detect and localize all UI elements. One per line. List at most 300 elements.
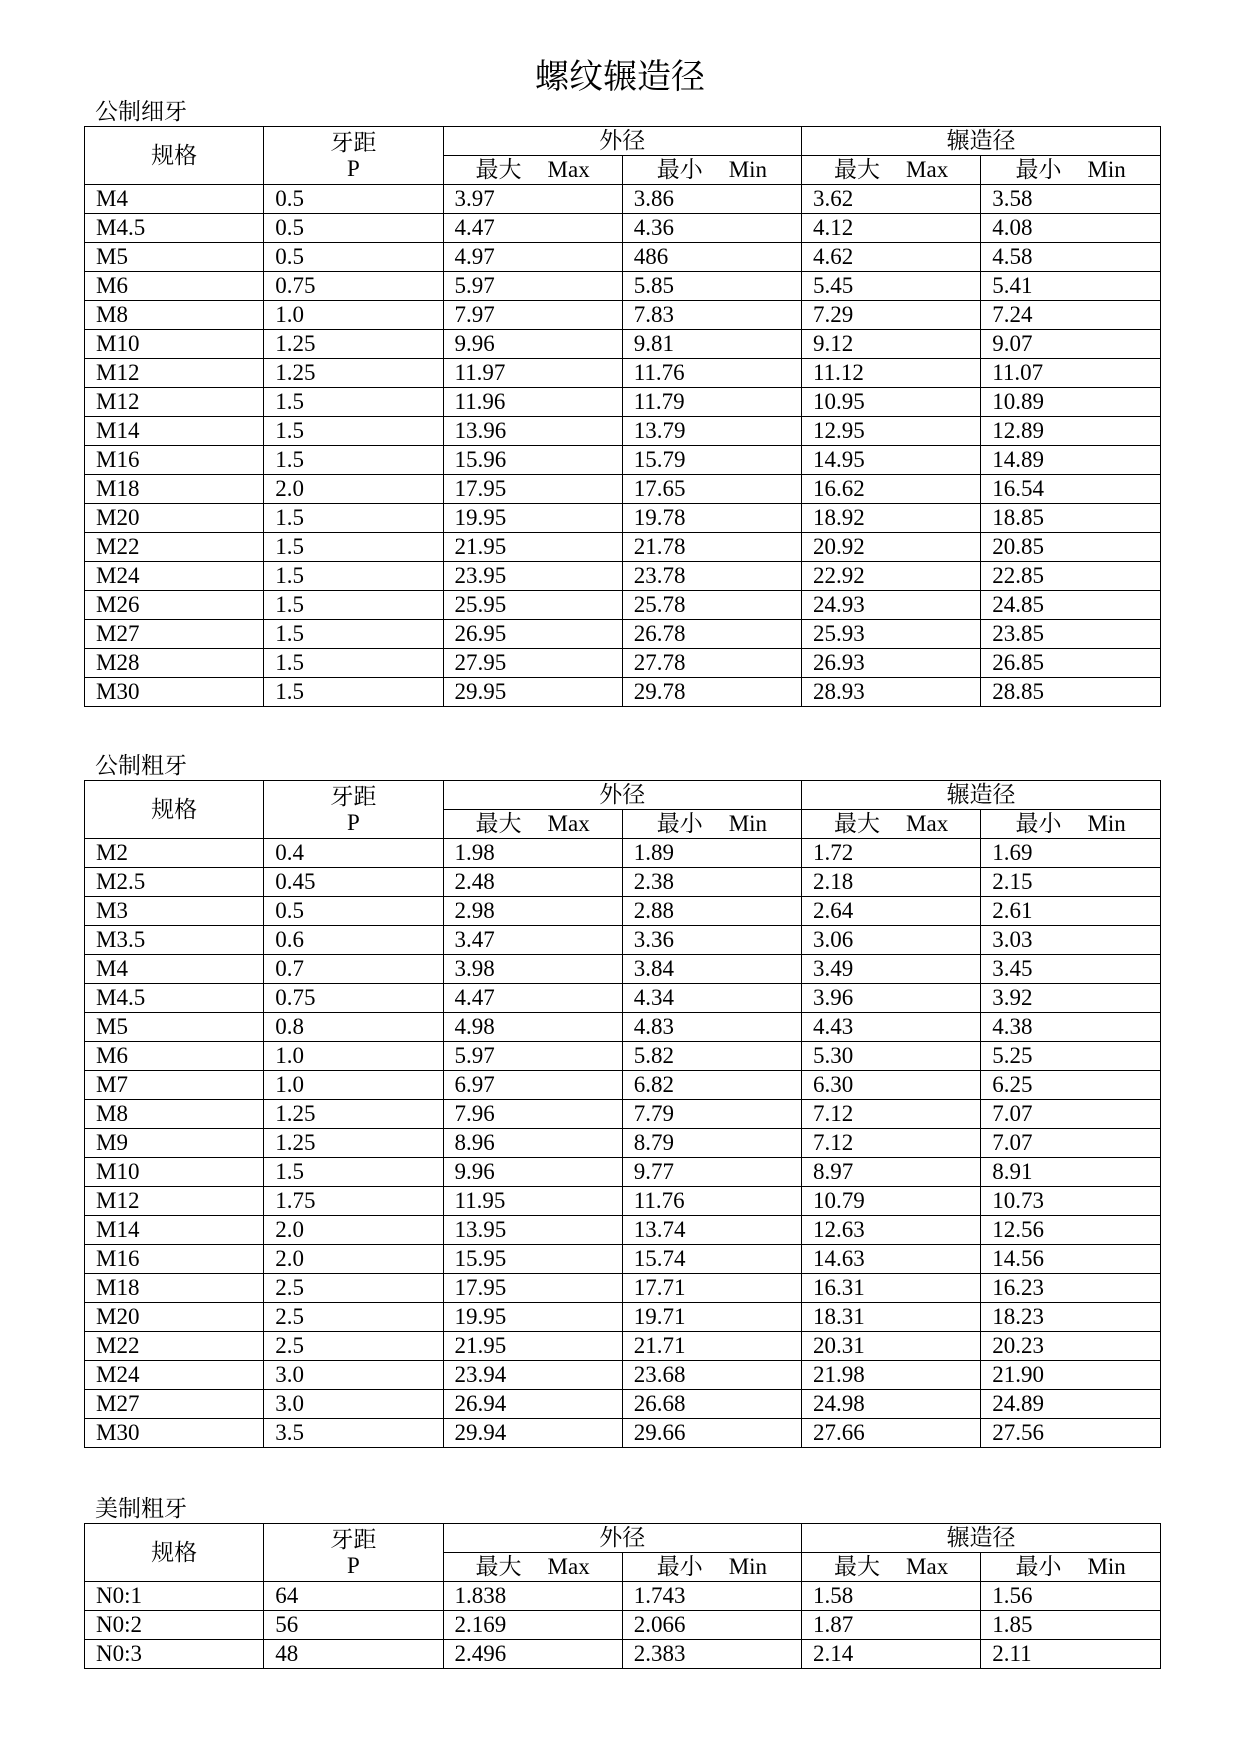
cell-rolling-max: 9.12 [802,330,981,359]
cell-rolling-max: 3.62 [802,185,981,214]
header-outer-max-cn: 最大 [475,1554,522,1579]
table-row [85,868,1161,897]
cell-rolling-max: 16.62 [802,475,981,504]
cell-rolling-max: 16.31 [802,1274,981,1303]
cell-rolling-min: 14.56 [981,1245,1161,1274]
header-outer-diameter: 外径 [443,127,802,156]
cell-spec: M3.5 [85,926,264,955]
table-row [85,1158,1161,1187]
cell-outer-min: 13.74 [622,1216,801,1245]
cell-outer-min: 5.85 [622,272,801,301]
cell-outer-max: 4.98 [443,1013,622,1042]
cell-pitch: 1.5 [264,678,443,707]
cell-rolling-min: 20.23 [981,1332,1161,1361]
cell-outer-min: 7.79 [622,1100,801,1129]
header-rolling-max-en: Max [906,811,949,836]
header-pitch-label: 牙距 [330,1526,377,1552]
header-outer-min-en: Min [728,157,768,182]
header-outer-diameter: 外径 [443,781,802,810]
header-rolling-max-cn: 最大 [834,157,881,182]
cell-spec: M20 [85,1303,264,1332]
cell-outer-min: 7.83 [622,301,801,330]
cell-rolling-min: 2.11 [981,1640,1161,1669]
cell-outer-min: 1.89 [622,839,801,868]
cell-spec: M27 [85,620,264,649]
cell-rolling-min: 7.07 [981,1129,1161,1158]
cell-rolling-min: 18.85 [981,504,1161,533]
cell-rolling-min: 2.15 [981,868,1161,897]
cell-spec: M12 [85,388,264,417]
cell-rolling-min: 2.61 [981,897,1161,926]
cell-outer-min: 19.78 [622,504,801,533]
cell-pitch: 1.5 [264,446,443,475]
table-row [85,272,1161,301]
header-outer-min-en: Min [728,1554,768,1579]
cell-rolling-min: 28.85 [981,678,1161,707]
header-outer-diameter: 外径 [443,1524,802,1553]
table-row [85,214,1161,243]
cell-rolling-min: 8.91 [981,1158,1161,1187]
cell-outer-max: 4.47 [443,214,622,243]
header-pitch-label: 牙距 [330,783,377,809]
cell-pitch: 3.5 [264,1419,443,1448]
cell-pitch: 0.75 [264,272,443,301]
section-label-us-coarse: 美制粗牙 [95,1496,187,1521]
cell-spec: M4 [85,955,264,984]
cell-rolling-max: 3.06 [802,926,981,955]
cell-outer-min: 13.79 [622,417,801,446]
cell-outer-min: 4.83 [622,1013,801,1042]
cell-outer-max: 1.838 [443,1582,622,1611]
header-outer-min [622,810,801,839]
cell-rolling-max: 2.14 [802,1640,981,1669]
cell-outer-min: 3.86 [622,185,801,214]
cell-rolling-min: 1.56 [981,1582,1161,1611]
header-spec: 规格 [85,781,264,839]
cell-outer-max: 23.94 [443,1361,622,1390]
header-pitch [264,127,443,185]
cell-rolling-min: 24.85 [981,591,1161,620]
cell-outer-min: 2.383 [622,1640,801,1669]
cell-outer-min: 3.84 [622,955,801,984]
cell-outer-max: 6.97 [443,1071,622,1100]
header-outer-min-en: Min [728,811,768,836]
header-outer-min-cn: 最小 [656,157,703,182]
header-rolling-min-cn: 最小 [1015,157,1062,182]
cell-spec: M14 [85,417,264,446]
cell-pitch: 1.5 [264,417,443,446]
header-rolling-min-en: Min [1087,1554,1126,1579]
cell-rolling-min: 5.25 [981,1042,1161,1071]
cell-spec: M20 [85,504,264,533]
cell-spec: M26 [85,591,264,620]
cell-pitch: 0.4 [264,839,443,868]
table-row [85,1216,1161,1245]
cell-pitch: 0.5 [264,897,443,926]
cell-outer-max: 8.96 [443,1129,622,1158]
cell-pitch: 2.5 [264,1303,443,1332]
header-rolling-max [802,156,981,185]
cell-outer-max: 17.95 [443,1274,622,1303]
table-row [85,1071,1161,1100]
cell-rolling-max: 1.72 [802,839,981,868]
cell-rolling-max: 1.58 [802,1582,981,1611]
table-row [85,359,1161,388]
table-row [85,649,1161,678]
cell-spec: M3 [85,897,264,926]
cell-rolling-min: 12.56 [981,1216,1161,1245]
cell-spec: M8 [85,301,264,330]
cell-pitch: 1.5 [264,620,443,649]
cell-pitch: 0.5 [264,214,443,243]
cell-spec: M10 [85,330,264,359]
header-outer-min-cn: 最小 [656,1554,703,1579]
cell-rolling-min: 23.85 [981,620,1161,649]
cell-outer-min: 8.79 [622,1129,801,1158]
cell-rolling-min: 4.08 [981,214,1161,243]
cell-spec: M22 [85,533,264,562]
cell-rolling-min: 1.85 [981,1611,1161,1640]
cell-outer-min: 2.38 [622,868,801,897]
cell-rolling-min: 12.89 [981,417,1161,446]
cell-pitch: 1.25 [264,359,443,388]
header-outer-max-cn: 最大 [475,811,522,836]
cell-rolling-min: 22.85 [981,562,1161,591]
cell-rolling-max: 5.45 [802,272,981,301]
cell-spec: M27 [85,1390,264,1419]
table-row [85,388,1161,417]
table-row [85,1042,1161,1071]
header-pitch-symbol: P [346,809,360,835]
table-row [85,1361,1161,1390]
cell-rolling-max: 25.93 [802,620,981,649]
cell-outer-max: 5.97 [443,1042,622,1071]
cell-rolling-min: 6.25 [981,1071,1161,1100]
cell-spec: M18 [85,475,264,504]
cell-pitch: 64 [264,1582,443,1611]
cell-spec: M24 [85,1361,264,1390]
header-spec: 规格 [85,1524,264,1582]
cell-rolling-min: 24.89 [981,1390,1161,1419]
table-row [85,1419,1161,1448]
cell-rolling-min: 3.03 [981,926,1161,955]
cell-outer-max: 7.96 [443,1100,622,1129]
table-row [85,1245,1161,1274]
header-outer-max-en: Max [547,157,590,182]
header-rolling-diameter: 辗造径 [802,1524,1161,1553]
cell-rolling-max: 1.87 [802,1611,981,1640]
table-row [85,533,1161,562]
header-outer-min-cn: 最小 [656,811,703,836]
cell-rolling-max: 2.64 [802,897,981,926]
metric-coarse-table [84,780,1161,1448]
cell-spec: M5 [85,243,264,272]
cell-outer-max: 21.95 [443,533,622,562]
cell-spec: N0:1 [85,1582,264,1611]
table-row [85,926,1161,955]
header-rolling-diameter: 辗造径 [802,127,1161,156]
cell-outer-max: 26.94 [443,1390,622,1419]
cell-rolling-max: 10.79 [802,1187,981,1216]
header-outer-max-cn: 最大 [475,157,522,182]
cell-rolling-max: 26.93 [802,649,981,678]
cell-outer-max: 4.97 [443,243,622,272]
cell-outer-min: 26.78 [622,620,801,649]
cell-spec: M28 [85,649,264,678]
cell-outer-max: 19.95 [443,504,622,533]
cell-outer-min: 2.066 [622,1611,801,1640]
cell-rolling-min: 3.58 [981,185,1161,214]
cell-pitch: 2.0 [264,475,443,504]
table-row [85,678,1161,707]
header-outer-max [443,810,622,839]
cell-spec: N0:3 [85,1640,264,1669]
cell-rolling-max: 11.12 [802,359,981,388]
header-pitch [264,1524,443,1582]
cell-outer-max: 29.94 [443,1419,622,1448]
table-row [85,301,1161,330]
cell-outer-max: 7.97 [443,301,622,330]
table-row [85,839,1161,868]
us-coarse-table [84,1523,1161,1669]
cell-spec: M22 [85,1332,264,1361]
header-pitch-symbol: P [346,1552,360,1578]
cell-rolling-min: 26.85 [981,649,1161,678]
cell-outer-max: 15.95 [443,1245,622,1274]
table-row [85,562,1161,591]
cell-spec: M24 [85,562,264,591]
header-outer-max-en: Max [547,1554,590,1579]
table-row [85,1187,1161,1216]
cell-rolling-min: 21.90 [981,1361,1161,1390]
cell-rolling-max: 14.63 [802,1245,981,1274]
cell-outer-max: 11.95 [443,1187,622,1216]
cell-outer-min: 486 [622,243,801,272]
header-rolling-max-cn: 最大 [834,811,881,836]
header-outer-max [443,156,622,185]
cell-rolling-max: 3.96 [802,984,981,1013]
cell-rolling-min: 14.89 [981,446,1161,475]
table-row [85,984,1161,1013]
header-rolling-max [802,1553,981,1582]
cell-rolling-max: 18.31 [802,1303,981,1332]
cell-outer-max: 19.95 [443,1303,622,1332]
table-row [85,1129,1161,1158]
cell-rolling-min: 9.07 [981,330,1161,359]
header-pitch [264,781,443,839]
cell-pitch: 0.6 [264,926,443,955]
cell-outer-max: 17.95 [443,475,622,504]
cell-spec: M16 [85,1245,264,1274]
cell-outer-max: 11.97 [443,359,622,388]
cell-rolling-max: 8.97 [802,1158,981,1187]
cell-rolling-max: 27.66 [802,1419,981,1448]
table-row [85,1100,1161,1129]
cell-pitch: 0.45 [264,868,443,897]
table-row [85,1274,1161,1303]
table-row [85,1013,1161,1042]
header-rolling-max-cn: 最大 [834,1554,881,1579]
cell-rolling-max: 24.98 [802,1390,981,1419]
cell-rolling-max: 18.92 [802,504,981,533]
cell-rolling-min: 5.41 [981,272,1161,301]
cell-outer-min: 25.78 [622,591,801,620]
cell-outer-max: 2.48 [443,868,622,897]
cell-outer-min: 3.36 [622,926,801,955]
cell-outer-min: 19.71 [622,1303,801,1332]
cell-spec: M16 [85,446,264,475]
table-row [85,185,1161,214]
header-rolling-max-en: Max [906,157,949,182]
cell-rolling-max: 10.95 [802,388,981,417]
cell-outer-min: 11.79 [622,388,801,417]
cell-outer-min: 4.36 [622,214,801,243]
cell-outer-min: 15.79 [622,446,801,475]
cell-spec: M6 [85,1042,264,1071]
cell-pitch: 56 [264,1611,443,1640]
cell-pitch: 2.0 [264,1216,443,1245]
table-row [85,417,1161,446]
cell-outer-max: 11.96 [443,388,622,417]
cell-spec: M9 [85,1129,264,1158]
cell-spec: M12 [85,1187,264,1216]
cell-outer-max: 21.95 [443,1332,622,1361]
cell-outer-max: 4.47 [443,984,622,1013]
page-title: 螺纹辗造径 [535,59,705,96]
cell-pitch: 2.5 [264,1274,443,1303]
cell-rolling-max: 4.43 [802,1013,981,1042]
cell-pitch: 1.5 [264,533,443,562]
cell-rolling-max: 20.31 [802,1332,981,1361]
cell-spec: N0:2 [85,1611,264,1640]
cell-pitch: 1.5 [264,591,443,620]
cell-rolling-min: 1.69 [981,839,1161,868]
cell-pitch: 0.75 [264,984,443,1013]
cell-spec: M8 [85,1100,264,1129]
cell-outer-max: 3.97 [443,185,622,214]
header-rolling-diameter: 辗造径 [802,781,1161,810]
cell-outer-min: 2.88 [622,897,801,926]
cell-spec: M14 [85,1216,264,1245]
cell-outer-max: 25.95 [443,591,622,620]
cell-outer-min: 21.78 [622,533,801,562]
cell-rolling-max: 2.18 [802,868,981,897]
table-row [85,591,1161,620]
cell-pitch: 1.5 [264,504,443,533]
table-row [85,475,1161,504]
cell-rolling-max: 3.49 [802,955,981,984]
table-row [85,1582,1161,1611]
cell-outer-max: 29.95 [443,678,622,707]
cell-rolling-min: 10.73 [981,1187,1161,1216]
cell-outer-max: 9.96 [443,330,622,359]
cell-rolling-max: 24.93 [802,591,981,620]
cell-pitch: 0.5 [264,243,443,272]
cell-rolling-min: 7.07 [981,1100,1161,1129]
cell-outer-min: 5.82 [622,1042,801,1071]
header-rolling-min-cn: 最小 [1015,811,1062,836]
table-row [85,446,1161,475]
table-row [85,330,1161,359]
cell-outer-max: 15.96 [443,446,622,475]
cell-rolling-max: 6.30 [802,1071,981,1100]
cell-pitch: 1.0 [264,301,443,330]
cell-outer-max: 3.98 [443,955,622,984]
cell-outer-max: 23.95 [443,562,622,591]
cell-spec: M4.5 [85,214,264,243]
cell-rolling-min: 20.85 [981,533,1161,562]
cell-outer-min: 21.71 [622,1332,801,1361]
table-row [85,955,1161,984]
header-outer-max-en: Max [547,811,590,836]
cell-rolling-min: 10.89 [981,388,1161,417]
table-row [85,1640,1161,1669]
cell-rolling-min: 7.24 [981,301,1161,330]
header-rolling-min-en: Min [1087,157,1126,182]
cell-rolling-min: 4.38 [981,1013,1161,1042]
cell-pitch: 2.5 [264,1332,443,1361]
cell-outer-max: 3.47 [443,926,622,955]
cell-rolling-max: 20.92 [802,533,981,562]
header-rolling-min [981,156,1161,185]
header-outer-min [622,1553,801,1582]
table-row [85,897,1161,926]
cell-spec: M6 [85,272,264,301]
cell-outer-min: 11.76 [622,1187,801,1216]
cell-outer-min: 23.78 [622,562,801,591]
cell-spec: M2.5 [85,868,264,897]
cell-rolling-min: 3.92 [981,984,1161,1013]
cell-pitch: 48 [264,1640,443,1669]
cell-spec: M30 [85,678,264,707]
cell-rolling-min: 4.58 [981,243,1161,272]
cell-rolling-min: 18.23 [981,1303,1161,1332]
cell-rolling-min: 16.23 [981,1274,1161,1303]
header-rolling-min-cn: 最小 [1015,1554,1062,1579]
table-row [85,1611,1161,1640]
cell-rolling-max: 22.92 [802,562,981,591]
table-row [85,1332,1161,1361]
cell-rolling-max: 21.98 [802,1361,981,1390]
table-row [85,1390,1161,1419]
metric-fine-table [84,126,1161,707]
cell-rolling-max: 4.12 [802,214,981,243]
cell-rolling-max: 7.12 [802,1129,981,1158]
cell-rolling-min: 11.07 [981,359,1161,388]
cell-outer-min: 29.66 [622,1419,801,1448]
cell-rolling-max: 12.63 [802,1216,981,1245]
cell-spec: M18 [85,1274,264,1303]
cell-outer-max: 27.95 [443,649,622,678]
cell-outer-min: 6.82 [622,1071,801,1100]
header-rolling-min [981,810,1161,839]
table-row [85,504,1161,533]
cell-rolling-max: 28.93 [802,678,981,707]
cell-outer-min: 4.34 [622,984,801,1013]
cell-pitch: 2.0 [264,1245,443,1274]
header-rolling-max [802,810,981,839]
cell-outer-max: 2.496 [443,1640,622,1669]
cell-outer-max: 1.98 [443,839,622,868]
cell-rolling-max: 5.30 [802,1042,981,1071]
cell-outer-max: 9.96 [443,1158,622,1187]
cell-rolling-min: 27.56 [981,1419,1161,1448]
section-label-metric-coarse: 公制粗牙 [95,753,187,778]
table-row [85,620,1161,649]
cell-pitch: 0.5 [264,185,443,214]
cell-outer-min: 11.76 [622,359,801,388]
cell-outer-min: 17.71 [622,1274,801,1303]
